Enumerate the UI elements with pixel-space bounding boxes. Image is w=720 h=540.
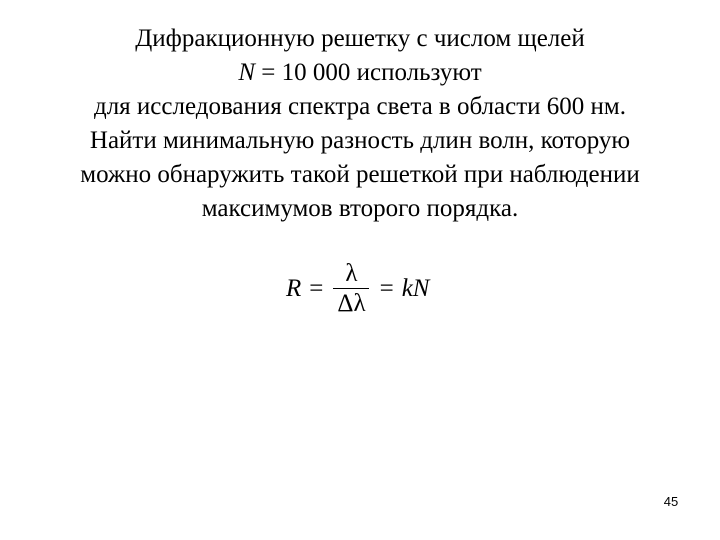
page-number: 45 (663, 494, 679, 509)
problem-line-2 (20, 56, 700, 90)
problem-line-6: максимумов второго порядка. (201, 195, 519, 222)
formula-lhs: R (286, 275, 302, 302)
problem-line-4: Найти минимальную разность длин волн, которую (89, 127, 631, 154)
problem-statement (20, 22, 700, 226)
formula-equals-2: = (379, 275, 394, 302)
fraction-denominator: Δλ (337, 289, 366, 317)
formula-fraction (333, 260, 369, 319)
resolving-power-formula (286, 254, 429, 324)
formula-rhs: kN (401, 275, 430, 302)
problem-line-2-text: = 10 000 используют (255, 59, 482, 86)
problem-line-1: Дифракционную решетку с числом щелей (135, 25, 585, 52)
variable-n: N (238, 59, 256, 86)
problem-line-5: можно обнаружить такой решеткой при наблюдении (80, 161, 640, 188)
problem-line-3: для исследования спектра света в области 600 нм. (93, 93, 627, 120)
formula-equals-1: = (309, 275, 324, 302)
fraction-numerator: λ (345, 259, 358, 287)
